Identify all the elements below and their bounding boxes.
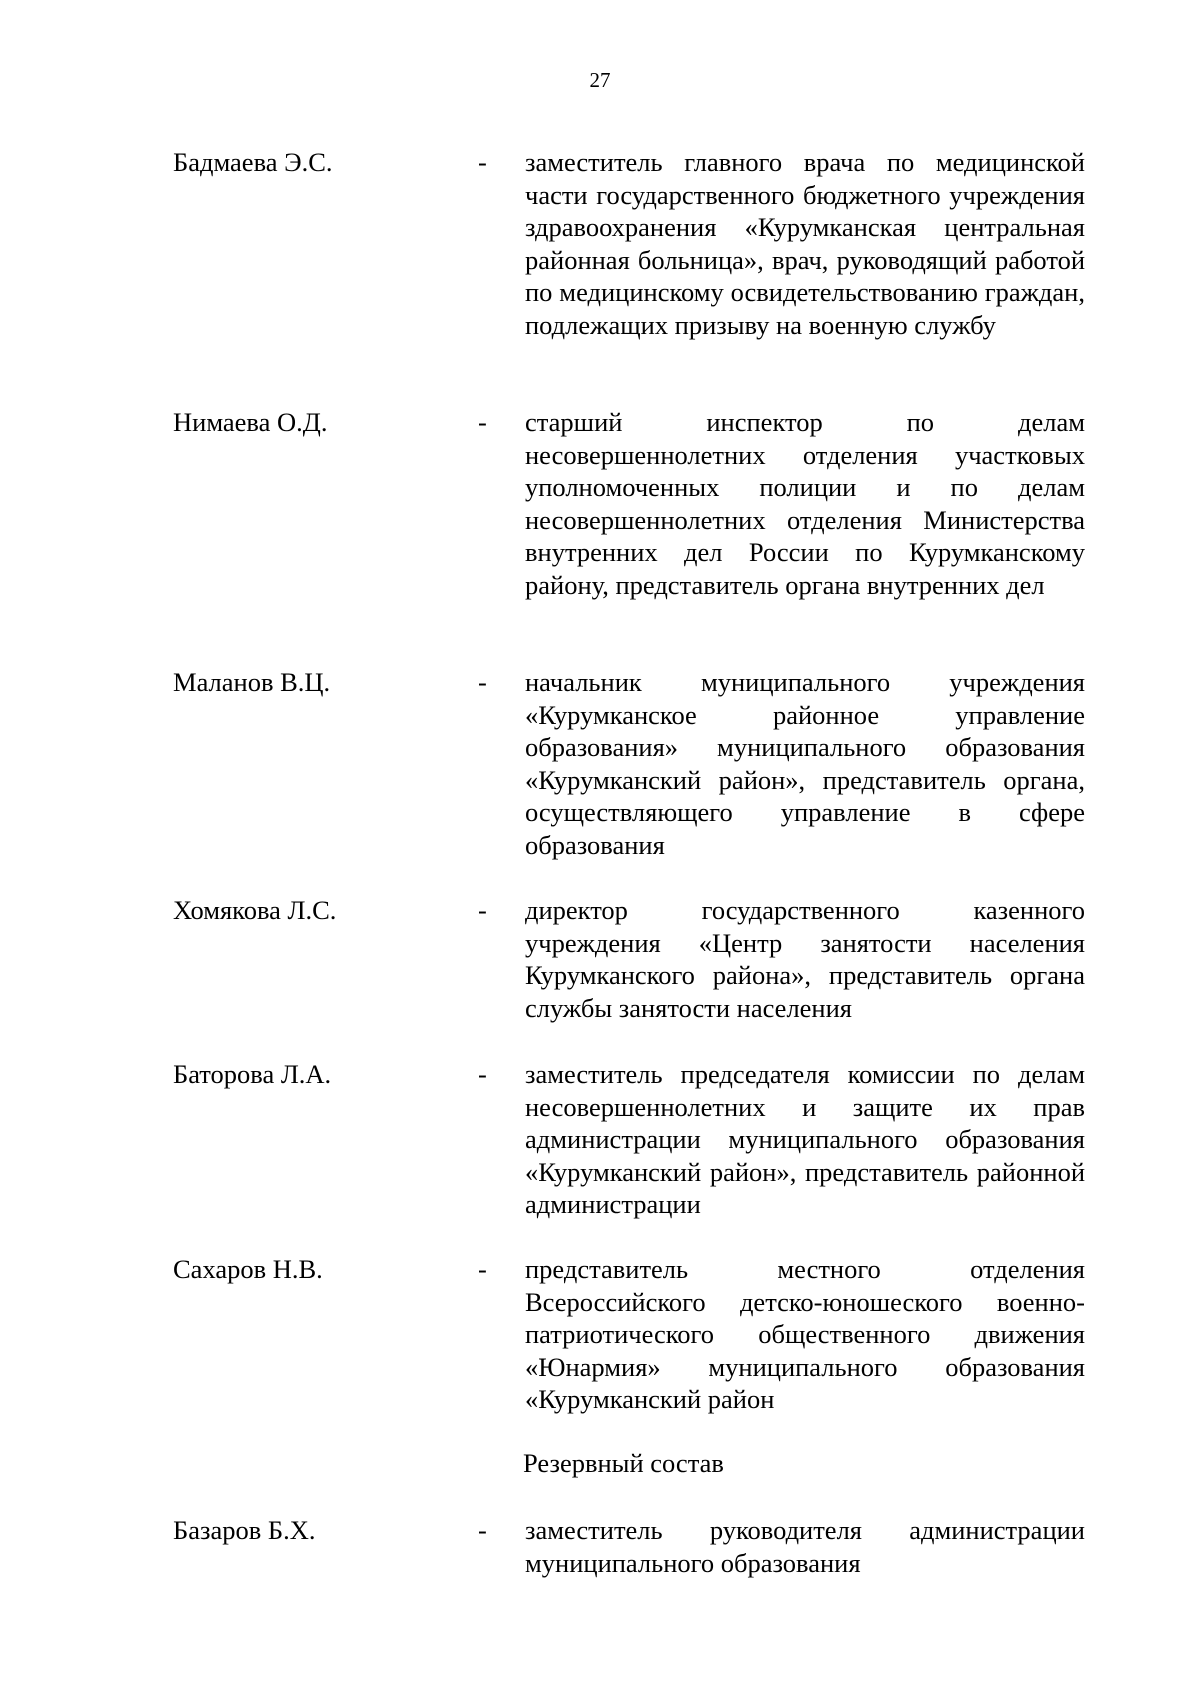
member-description: заместитель главного врача по медицинской части государственного бюджетного учреждения здравоохранения «Курумканская центральная районная больница», врач, руководящий работой по медицинскому освидетельствованию граждан, подлежащих призыву на военную службу xyxy=(525,147,1085,340)
dash-separator: - xyxy=(478,895,487,925)
member-description: старший инспектор по делам несовершеннолетних отделения участковых уполномоченных полиции и по делам несовершеннолетних отделения Министерства внутренних дел России по Курумканскому району, представитель органа внутренних дел xyxy=(525,407,1085,600)
member-description: директор государственного казенного учреждения «Центр занятости населения Курумканского района», представитель органа службы занятости населения xyxy=(525,895,1085,1023)
member-description: представитель местного отделения Всероссийского детско-юношеского военно-патриотического общественного движения «Юнармия» муниципального образования «Курумканский район xyxy=(525,1254,1085,1415)
dash-separator: - xyxy=(478,147,487,177)
dash-separator: - xyxy=(478,407,487,437)
member-description: начальник муниципального учреждения «Курумканское районное управление образования» муниципального образования «Курумканский район», представитель органа, осуществляющего управление в сфере образования xyxy=(525,667,1085,860)
reserve-heading: Резервный состав xyxy=(523,1448,724,1478)
member-name: Сахаров Н.В. xyxy=(173,1254,323,1284)
dash-separator: - xyxy=(478,667,487,697)
member-name: Нимаева О.Д. xyxy=(173,407,328,437)
dash-separator: - xyxy=(478,1059,487,1089)
member-name: Маланов В.Ц. xyxy=(173,667,331,697)
member-description: заместитель председателя комиссии по делам несовершеннолетних и защите их прав администрации муниципального образования «Курумканский район», представитель районной администрации xyxy=(525,1059,1085,1220)
member-name: Хомякова Л.С. xyxy=(173,895,337,925)
dash-separator: - xyxy=(478,1515,487,1545)
member-name: Баторова Л.А. xyxy=(173,1059,332,1089)
member-description: заместитель руководителя администрации муниципального образования xyxy=(525,1515,1085,1578)
member-name: Базаров Б.Х. xyxy=(173,1515,316,1545)
member-name: Бадмаева Э.С. xyxy=(173,147,333,177)
page-number: 27 xyxy=(589,68,611,92)
dash-separator: - xyxy=(478,1254,487,1284)
